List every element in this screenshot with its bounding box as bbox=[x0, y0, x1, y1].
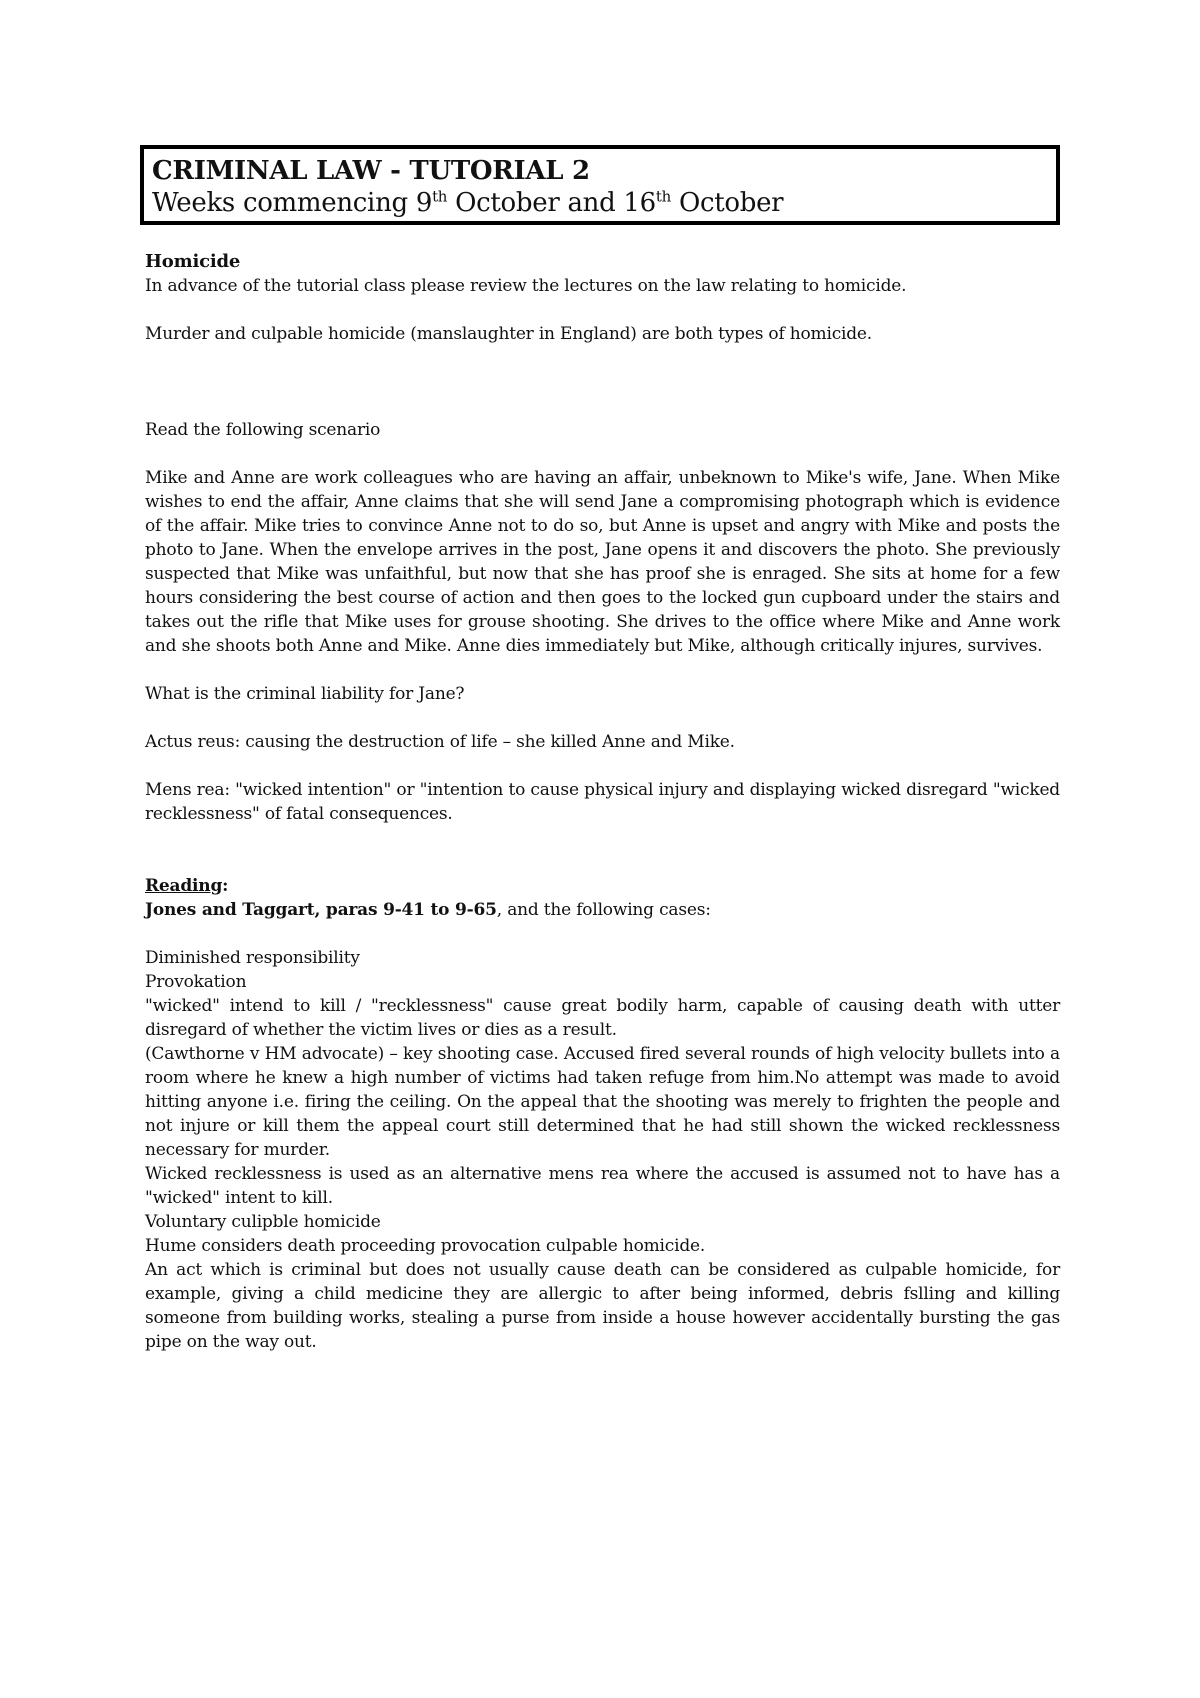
cawthorne-paragraph: (Cawthorne v HM advocate) – key shooting case. Accused fired several rounds of high velocity bullets into a room where he knew a high number of victims had taken refuge from him.No attempt was made to avoid hitting anyone i.e. firing the ceiling. On the appeal that the shooting was merely to frighten the people and not injure or kill them the appeal court still determined that he had still shown the wicked recklessness necessary for murder. bbox=[145, 1044, 1060, 1160]
reading-source-bold: Jones and Taggart, paras 9-41 to 9-65 bbox=[145, 900, 497, 920]
reading-line-provokation: Provokation bbox=[145, 972, 247, 992]
subtitle-superscript-1: th bbox=[432, 187, 448, 206]
scenario-text: Mike and Anne are work colleagues who are having an affair, unbeknown to Mike's wife, Jane. When Mike wishes to end the affair, Anne claims that she will send Jane a compromising photograph which is evidence of the affair. Mike tries to convince Anne not to do so, but Anne is upset and angry with Mike and posts the photo to Jane. When the envelope arrives in the post, Jane opens it and discovers the photo. She previously suspected that Mike was unfaithful, but now that she has proof she is enraged. She sits at home for a few hours considering the best course of action and then goes to the locked gun cupboard under the stairs and takes out the rifle that Mike uses for grouse shooting. She drives to the office where Mike and Anne work and she shoots both Anne and Mike. Anne dies immediately but Mike, although critically injures, survives. bbox=[145, 468, 1060, 656]
document-subtitle bbox=[152, 187, 1048, 219]
subtitle-part-3: October bbox=[670, 188, 784, 218]
scenario-prompt: Read the following scenario bbox=[145, 420, 381, 440]
reading-source bbox=[145, 898, 1060, 922]
homicide-heading: Homicide bbox=[145, 251, 241, 272]
document-title: CRIMINAL LAW - TUTORIAL 2 bbox=[152, 156, 590, 186]
alternative-paragraph: Wicked recklessness is used as an alternative mens rea where the accused is assumed not to have has a "wicked" intent to kill. bbox=[145, 1164, 1060, 1208]
reading-line-diminished: Diminished responsibility bbox=[145, 948, 360, 968]
subtitle-superscript-2: th bbox=[655, 187, 671, 206]
voluntary-line: Voluntary culipble homicide bbox=[145, 1212, 381, 1232]
wicked-paragraph: "wicked" intend to kill / "recklessness" cause great bodily harm, capable of causing death with utter disregard of whether the victim lives or dies as a result. bbox=[145, 996, 1060, 1040]
homicide-intro: In advance of the tutorial class please review the lectures on the law relating to homicide. bbox=[145, 276, 907, 296]
title-box bbox=[140, 145, 1060, 225]
hume-line: Hume considers death proceeding provocation culpable homicide. bbox=[145, 1236, 706, 1256]
homicide-types: Murder and culpable homicide (manslaughter in England) are both types of homicide. bbox=[145, 324, 872, 344]
actus-reus: Actus reus: causing the destruction of life – she killed Anne and Mike. bbox=[145, 732, 735, 752]
subtitle-part-1: Weeks commencing 9 bbox=[152, 188, 433, 218]
reading-title: Reading bbox=[145, 876, 223, 896]
scenario-question: What is the criminal liability for Jane? bbox=[145, 684, 465, 704]
reading-source-rest: , and the following cases: bbox=[496, 900, 711, 920]
mens-rea: Mens rea: "wicked intention" or "intention to cause physical injury and displaying wicked disregard "wicked recklessness" of fatal consequences. bbox=[145, 780, 1060, 824]
subtitle-part-2: October and 16 bbox=[447, 188, 656, 218]
reading-colon: : bbox=[222, 876, 229, 896]
document-body bbox=[145, 250, 1060, 1354]
act-paragraph: An act which is criminal but does not usually cause death can be considered as culpable homicide, for example, giving a child medicine they are allergic to after being informed, debris fslling and killing someone from building works, stealing a purse from inside a house however accidentally bursting the gas pipe on the way out. bbox=[145, 1260, 1060, 1352]
reading-heading bbox=[145, 874, 1060, 898]
